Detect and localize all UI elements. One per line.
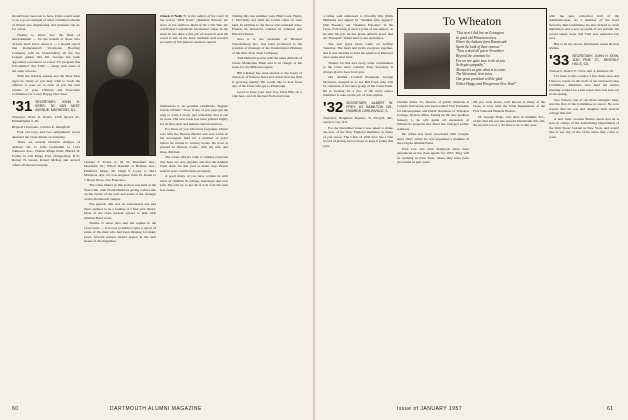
column-text: But to all the above, Dartmouth sends all best wishes. — [549, 41, 619, 51]
column-text: Finally, to move into the field of entertainment — for the benefit of those who already don't know about it — I should report that Rollerskater's Vacationer Bowling Company will be broadcasting all the Ivy League games this fall. George has been appointed a producer of a new TV program this fall entitled "Ivy Club" ... along with some of the other schools. — [12, 33, 80, 73]
left-column-2 — [84, 160, 156, 420]
column-text: Charles F. Evans to 94 W. Deerfield Ave., Deerfield, Ill.; Elliott Randall at Holmes Ave., Pittsfield, Mass.; Dr. Hugh P. Lacey to 2611 Mariposa, Apt. 23, Los Angeles; John W. Dolan to 7 Dover Place, San Francisco. — [84, 160, 156, 182]
column-text: Oh yes, Jack Rowe, well known to many of the Class, is now with the Trust Department of the First National Bank in Boston. — [473, 100, 545, 113]
right-page — [315, 0, 628, 420]
portrait-coat — [93, 79, 149, 155]
column-text: themselves to be possible candidates. Signed: Chuck O'Neill." Now, if any of you guys get the urge to write a book, just remember that it can be done. His new book has been praised highly for its fine style and human characterization. — [160, 104, 228, 126]
poem-line: "Now a deed all put in November — [456, 49, 505, 54]
column-text: For those of you who have forgotten, Chuck was with the Boston Herald and was active in the newspaper field for a number of years before he turned to writing books. He lives at present in Weston, Conn., with his wife and three children. — [160, 127, 228, 154]
poem-lines — [456, 31, 542, 93]
column-text: Charles Albee '31, director of public relations at Colgate University, has been named Vice President for Development and Public Relations of Wheaton College, Norton, Mass. Taking up his new position January 1, he will guide all expansion of Wheaton's program and direct the college's public relations. — [397, 100, 469, 131]
poem-line: Where the Indians from Dartmouth — [456, 40, 507, 45]
poem-title: To Wheaton — [442, 14, 502, 28]
column-text: visiting this last summer were Ham Lord, Henry J. McCarthy has built his fourth cabin on state land. In addition to the above who attended were: Francis W. Griswold, Charles W. Johnson and Harold Cheney. — [232, 14, 302, 36]
column-text: I've been to this country a few times now and I have to report on the work of our enclosed Class Committee. Members who held the earlier meeting worked for a full report that was sent out in the spring. — [549, 74, 619, 97]
column-text: The Class dinner in this section was held at the Yale Club, with Frank Mathews giving a short talk on the events of the year and some of the changes on the Dartmouth campus. — [84, 183, 156, 201]
portrait-photo — [86, 14, 156, 156]
left-page — [0, 0, 313, 420]
column-text: Our Alumni Council President, George Morrison, stopped in to see Bill Ford, who will be chairman of the next group of the Class Fund. He is looking for a few of the more senior members to take on the job of class agents. — [323, 75, 393, 98]
column-text: The real good news came on Griffey Saturday. The main tent holds everyone together, and it was decided to hold the reunion at Hanover once again next June. — [323, 41, 393, 60]
class-treasurer: Treasurer, Robert F. Clare, Apt 4, Palatine, Ill. — [549, 68, 615, 73]
class-bequest: Bequest Chairman, Charles E. Stansfield — [12, 124, 70, 129]
column-text: Fred Lee and John Rohrback have been announced as the class agents for 1957. They will be working in New York, where they have been successful in past years. — [397, 146, 469, 165]
poem-line: The Westward, how soon, — [456, 72, 493, 77]
poem-line: With a Happy and Prosperous New Year!" — [456, 81, 517, 86]
footer-magazine-title: DARTMOUTH ALUMNI MAGAZINE — [110, 406, 202, 412]
column-text: a rather well addressed to Dorothy Dix (Dick Milbank) and signed by "Jasmine (the Jaguar)" (Jim Frazier), our "Jasmine Esposito" in the Class. Following at such a point of the subject, as he tells his job, he has given definite proof that all "Westport" ladies have a rare endurance. — [323, 14, 393, 41]
poem-line: "Out west I did live on Lexington — [456, 31, 504, 35]
portrait-face — [107, 45, 133, 77]
column-text: with the new collection hall of the Administration. As a member of the head Severely Sub-Committee he also helped to draft legislation and a new program of tax reform. We would surely hope that Tom was reelected last year. — [549, 14, 619, 41]
class-treasurer: Treasurer, Benjamin Kaplan, 31 Forsyth, Rd., Garden City, N.Y. — [323, 115, 393, 125]
class-number: '33 — [549, 53, 570, 67]
column-text: The Class officers wish to remind everyone that dues are now payable and that the Alumni Fund drive for this year is under way. Please send in your contributions promptly. — [160, 155, 228, 173]
column-text: Dr. Albee has been associated with Colgate since 1947, where he was appointed a member of the Colgate Alumni Fund. — [397, 132, 469, 146]
column-text: Bill Lindsey has been elected to the board of directors of Eastern Steel and writes that the firm is growing rapidly. He would like to hear from any of the Class who get to Pittsburgh. — [232, 71, 302, 89]
column-text: A good many of you have written in with news of children in college, marriages and new jobs. We will try to get all of it in over the next few issues. — [160, 174, 228, 192]
column-text: With the holiday season and the New Year upon us, many of you may wish to reach the officers to pass on to each of you the best wishes of your Officers and Executive Committee for a very Happy New Year. — [12, 74, 80, 97]
column-text: There are several bilateral changes of address: Dr. T. John Goldsmith to 1512 Sampson Ave., Walnut Ridge Park; Harold D. Forbes to 216 Ridge Post, Orangeburg, N.Y.; Robert N. Green, Robert McKay and several others all moved recently. — [12, 140, 80, 167]
column-text: should have been out to have. Dick would seem to be a good example of what continued scheme of liberal arts engineering and business can do for a man. — [12, 14, 80, 32]
column-text: Gus Wilson, one of our more energetic men, was the first of the Committee to report. He now reports that his son and daughter both entered college this fall. — [549, 97, 619, 116]
footer-issue-date: Issue of JANUARY 1957 — [397, 406, 463, 412]
right-column-1 — [323, 14, 393, 404]
poem-box — [397, 8, 547, 96]
column-text: Thanks to those who sent the replies to the Class letter — it is now possible to give a report of some of the men who had been missing for many years. Several reports should appear in the next issues of the magazine. — [84, 221, 156, 244]
class-heading-33 — [549, 54, 619, 67]
caption-lead: Chuck O'Neill — [160, 14, 182, 18]
column-text: Tom Halbach is now with the sales division of Chase Manhattan Bank and is in charge of the loans for the Midwest region. — [232, 56, 302, 70]
poem-line: For we are quite sure to do at you — [456, 58, 505, 63]
right-column-2b — [473, 100, 545, 395]
photo-caption — [160, 14, 228, 100]
left-column-1 — [12, 14, 80, 404]
column-text: For the December issue I was asked to make the note of the New England members as many of you wrote. The Class of 1932 now has a fine record of giving and we hope to keep it going this year. — [323, 125, 393, 148]
class-secretary: SECRETARY, JOHN H. KERR, 30 VAN NEST AVENUE, MAYWOOD, ILL. — [35, 99, 80, 112]
poem-portrait — [404, 33, 450, 89]
class-secretary: SECRETARY, ALBERT W. FREY, 63 HAMILTON DR., EWARDS CARLINVILLE, IL — [346, 100, 393, 114]
column-text: Thanks for this and every other contribution to the Class news column. Your Secretary is always glad to hear from you. — [323, 60, 393, 74]
right-column-2a — [397, 100, 469, 395]
poem-line: So begin sympathy." — [456, 63, 486, 68]
page-number-left: 60 — [12, 406, 19, 412]
poem-line: Our great president will be glad — [456, 76, 503, 81]
poem-line: Spent the bulk of their renown." — [456, 44, 502, 49]
column-text: Four old boys and two sympathetic wives attended the Class dinner on Saturday. — [12, 130, 80, 139]
column-text: The general talk was an educational one and there seemed to be a feeling of a fine year ahead. Most of the class present agreed to help with Alumni Fund work. — [84, 202, 156, 220]
right-column-3 — [549, 14, 619, 404]
class-number: '31 — [12, 99, 33, 113]
class-number: '32 — [323, 100, 344, 114]
column-text: Dr. George Hoke, who lives in Summit, N.J., writes that his son has entered Dartmouth this fall, the second son of a '32 man to do so this year. — [473, 114, 545, 128]
class-treasurer: Treasurer, Peter K. Evans, 1358 Spruce St., Philadelphia 3, Pa. — [12, 114, 80, 123]
column-text: Good to have your new boy, Dick Bill, on a visit here, and all the best from everyone. — [232, 90, 302, 99]
poem-line: Always let us give what is to come, — [456, 67, 507, 72]
poem-line: Beyond the common lot — [456, 53, 490, 58]
column-text: Also it is the president of Bernard Scharfenberg Inc., has been promoted to the position of manager of the International Division of the New York Trust Company. — [232, 37, 302, 55]
column-text: A new item: Gordon Baxter states that he is now in charge of the Advertising Department of the Wall Street Journal in New York, and would like to see any of the Class when they come to town. — [549, 116, 619, 139]
page-number-right: 61 — [607, 406, 614, 412]
class-heading-31 — [12, 100, 80, 113]
class-secretary: SECRETARY, JOHN H. DOW, 1150 PINE ST., BEVERLY HILLS, CA. — [572, 53, 619, 67]
left-column-4 — [232, 14, 302, 404]
left-column-3 — [160, 104, 228, 394]
class-heading-32 — [323, 101, 393, 114]
caption-body: '31 is the subject of the cover of the recent "Wild Train" (Random House), the story of the Andrews Raid of the Civil War, the celebrated Confederate locomotive chase. In the book he has done a fine job of research, and the result is one of the most readable and colorful accounts of this famous wartime exploit. — [160, 14, 228, 45]
poem-line: In good old Princeton town, — [456, 35, 497, 40]
